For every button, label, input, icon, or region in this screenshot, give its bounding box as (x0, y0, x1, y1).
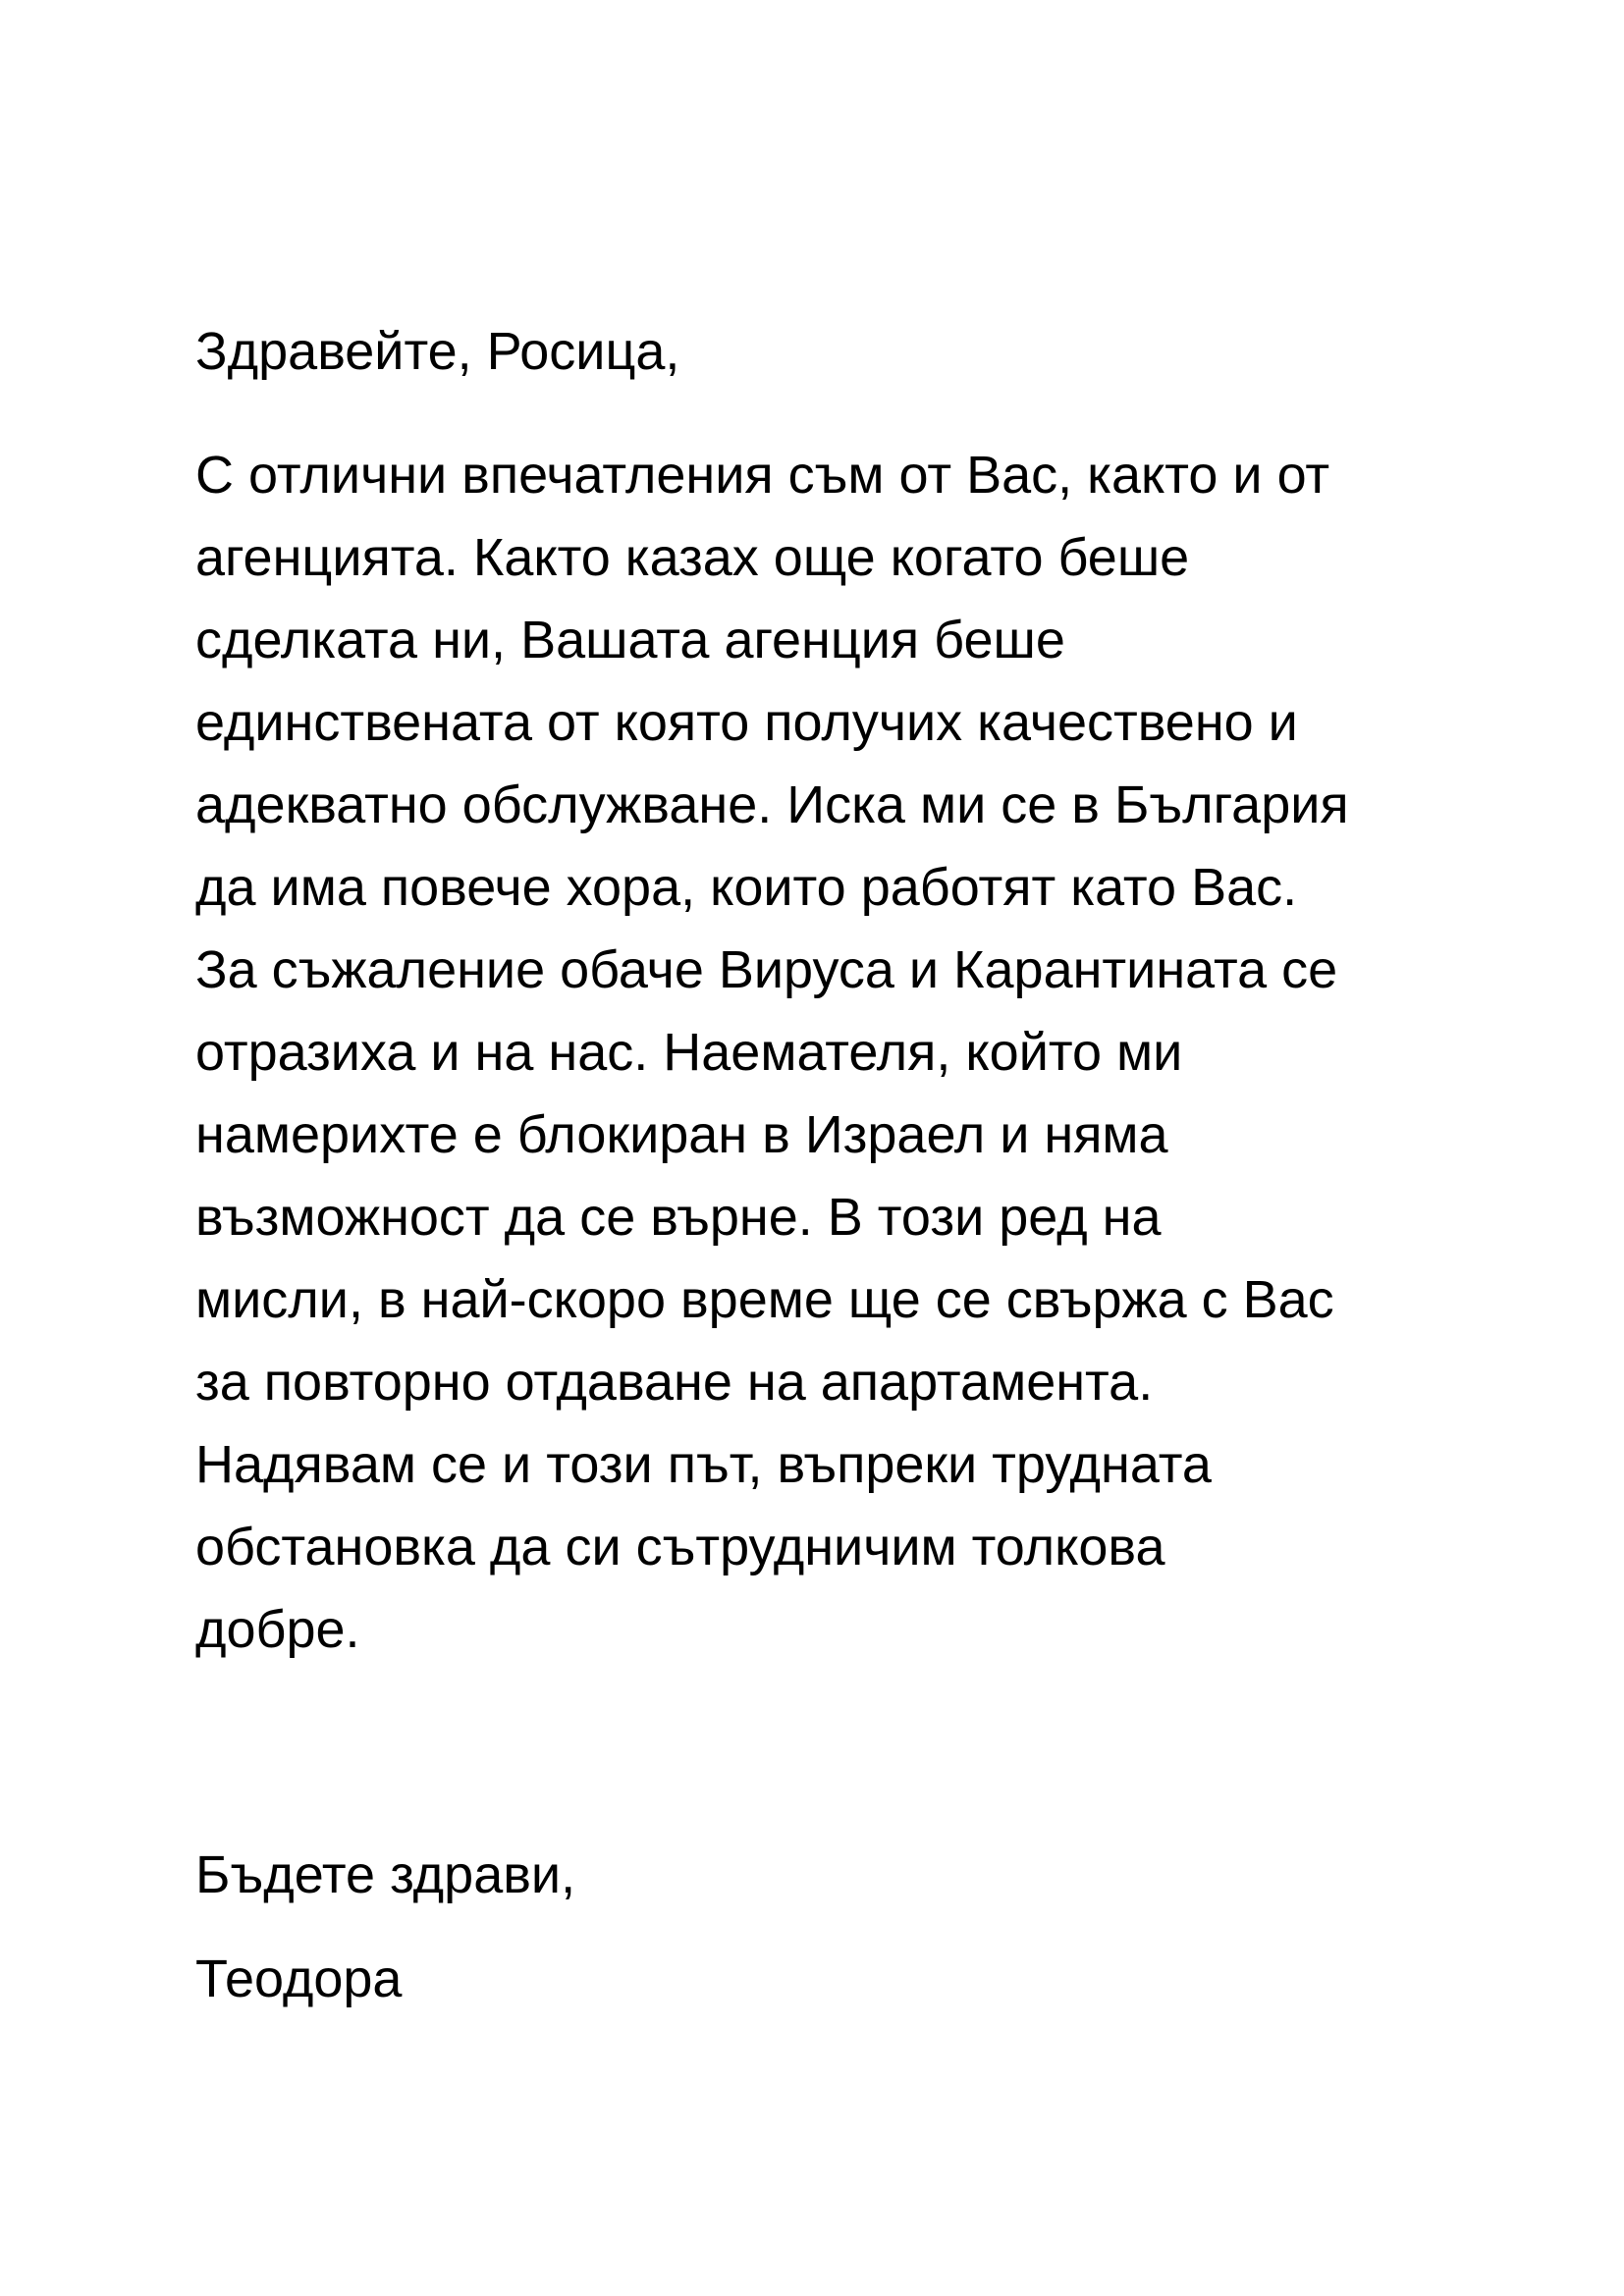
body-line: агенцията. Както казах още когато беше (195, 528, 1190, 587)
body-line: обстановка да си сътрудничим толкова (195, 1518, 1165, 1576)
body-line: единствената от която получих качествено и (195, 693, 1298, 752)
body-line: да има повече хора, които работят като Вас. (195, 858, 1298, 917)
body-line: добре. (195, 1600, 360, 1659)
body-line: Надявам се и този път, въпреки трудната (195, 1435, 1212, 1494)
body-line: адекватно обслужване. Иска ми се в България (195, 775, 1349, 834)
body-line: за повторно отдаване на апартамента. (195, 1353, 1154, 1412)
body-line: отразиха и на нас. Наемателя, който ми (195, 1023, 1183, 1082)
letter-body (195, 434, 1472, 1671)
signature: Теодора (195, 1949, 403, 2008)
greeting: Здравейте, Росица, (195, 322, 680, 381)
body-line: С отлични впечатления съм от Вас, както и от (195, 446, 1330, 505)
letter (195, 310, 1472, 2020)
body-line: За съжаление обаче Вируса и Карантината се (195, 940, 1338, 999)
body-line: възможност да се върне. В този ред на (195, 1188, 1162, 1247)
body-line: намерихте е блокиран в Израел и няма (195, 1105, 1168, 1164)
body-line: мисли, в най-скоро време ще се свържа с Вас (195, 1270, 1334, 1329)
body-line: сделката ни, Вашата агенция беше (195, 611, 1065, 669)
closing-line: Бъдете здрави, (195, 1845, 576, 1904)
